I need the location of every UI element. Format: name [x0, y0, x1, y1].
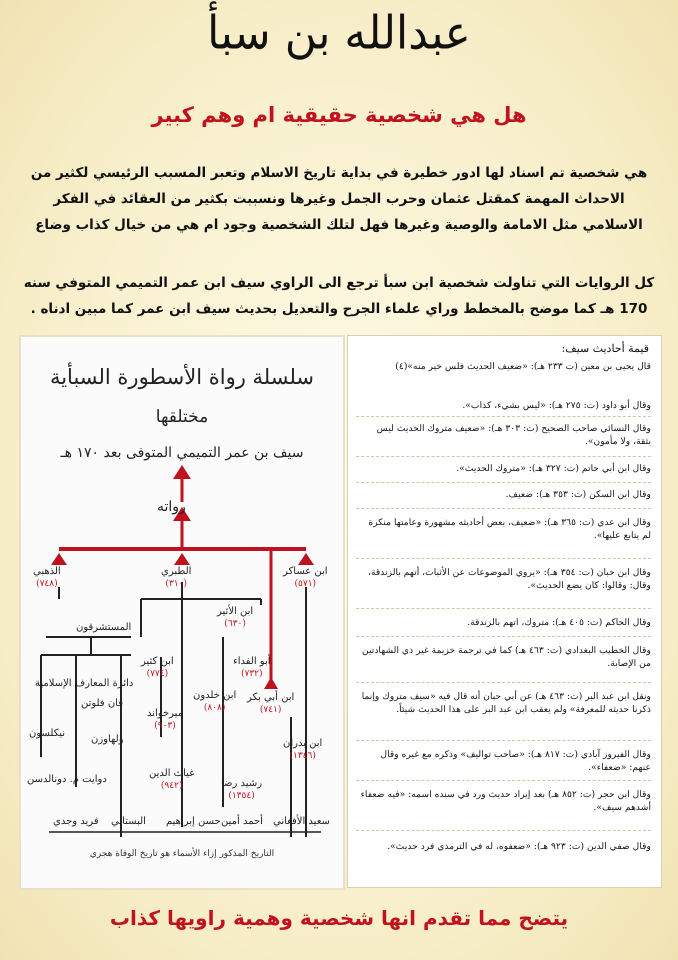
divider	[356, 508, 651, 509]
divider	[356, 558, 651, 559]
divider	[356, 636, 651, 637]
node-abu-al-fida: أبو الفداء (٧٣٢)	[233, 656, 271, 679]
ratings-panel	[347, 335, 662, 888]
divider	[356, 780, 651, 781]
tree-origin: سيف بن عمر التميمي المتوفى بعد ١٧٠ هـ	[60, 445, 304, 461]
node-fan-floten: فان فلوتن	[81, 698, 124, 709]
rating-entry: وقال أبو داود (ت: ٢٧٥ هـ): «ليس بشيء، كذاب».	[462, 400, 651, 411]
rating-entry: وقال صفي الدين (ت: ٩٢٣ هـ): «ضعفوه، له في الترمذي فرد حديث».	[387, 841, 651, 852]
node-ibn-abi-bakr: ابن أبي بكر (٧٤١)	[247, 692, 295, 715]
node-bustani: البستاني	[111, 816, 146, 827]
narrator-note: كل الروايات التي تناولت شخصية ابن سبأ ترجع الى الراوي سيف ابن عمر التميمي المتوفي سنه 170 هـ كما موضح بالمخطط وراي علماء الجرح والتعديل بحديث سيف ابن عمر كما مبين ادناه .	[23, 275, 655, 317]
node-ibn-athir: ابن الأثير (٦٣٠)	[217, 606, 254, 629]
node-wellhausen: ولهاوزن	[91, 734, 124, 745]
divider	[356, 682, 651, 683]
node-rashid: رشيد رضا (١٣٥٤)	[221, 778, 263, 801]
node-ibn-badran: ابن بدران (١٣٤٦)	[283, 738, 323, 761]
node-donaldson: دوايت م. دونالدسن	[27, 774, 107, 785]
intro-paragraph: هي شخصية تم اسناد لها ادور خطيرة في بداية تاريخ الاسلام وتعبر المسبب الرئيسي لكثير من الاحداث المهمة كمقتل عثمان وحرب الجمل وغيرها ونسببت بكثير من العقائد في الفكر الاسلامي مثل الامامة والوصية وغيرها فهل لتلك الشخصية وجود ام هي من خيال كذاب وضاع	[30, 165, 648, 233]
rating-entry: وقال الخطيب البغدادي (ت: ٤٦٣ هـ) كما في ترجمة خزيمة غير ذي الشهادتين من الإصابة.	[362, 645, 651, 669]
narrators-label: رواته	[157, 499, 186, 515]
rating-entry: وقال الحاكم (ت: ٤٠٥ هـ): متروك، اتهم بالزندقة.	[467, 617, 651, 628]
rating-entry: وقال ابن أبي حاتم (ت: ٣٢٧ هـ): «متروك الحديث».	[456, 463, 651, 474]
narrator-tree-panel	[19, 335, 345, 890]
node-ibn-khaldun: ابن خلدون (٨٠٨)	[193, 690, 237, 713]
node-ghiyath: غياث الدين (٩٤٢)	[149, 768, 195, 791]
node-dhahabi: الذهبي (٧٤٨)	[33, 566, 61, 589]
tree-footer: التاريخ المذكور إزاء الأسماء هو تاريخ الوفاة هجري	[89, 849, 275, 859]
node-dairat: دائرة المعارف الإسلامية	[35, 678, 134, 689]
node-farid: فريد وجدي	[53, 816, 99, 827]
rating-entry: وقال الفيروز آبادي (ت: ٨١٧ هـ): «صاحب تواليف» وذكره مع غيره وقال عنهم: «ضعفاء».	[380, 749, 651, 773]
node-hasan: حسن إبراهيم	[166, 816, 221, 827]
divider	[356, 482, 651, 483]
node-mirkhwand: ميرخواند (٩٠٣)	[147, 708, 184, 731]
node-ibn-asakir: ابن عساكر (٥٧١)	[283, 566, 328, 589]
node-saeed: سعيد الأفغاني	[273, 816, 330, 827]
node-tabari: الطبري (٣١٠)	[161, 566, 192, 589]
rating-entry: وقال ابن حجر (ت: ٨٥٢ هـ) بعد إيراد حديث ورد في سنده اسمه: «فيه ضعفاء أشدهم سيف».	[360, 789, 651, 813]
rating-entry: وقال النسائي صاحب الصحيح (ت: ٣٠٣ هـ): «ضعيف متروك الحديث ليس بثقة، ولا مأمون».	[376, 423, 651, 447]
conclusion-text: يتضح مما تقدم انها شخصية وهمية راويها كذاب	[109, 906, 569, 930]
node-ibn-kathir: ابن كثير (٧٧٤)	[141, 656, 174, 679]
ratings-title: قيمة أحاديث سيف:	[561, 342, 649, 355]
node-nicholson: نيكلسون	[29, 728, 66, 739]
divider	[356, 456, 651, 457]
rating-entry: ونقل ابن عبد البر (ت: ٤٦٣ هـ) عن أبي حبان أنه قال فيه «سيف متروك وإنما ذكرنا حديثه للمعرفة» ولم يعقب ابن عبد البر على هذا الحديث شيئاً.	[361, 691, 651, 715]
divider	[356, 416, 651, 417]
node-orientalists: المستشرقون	[76, 622, 132, 633]
tree-title: سلسلة رواة الأسطورة السبأية	[49, 365, 315, 389]
divider	[356, 608, 651, 609]
rating-entry: وقال ابن عدي (ت: ٣٦٥ هـ): «ضعيف، بعض أحاديثه مشهورة وعامتها منكرة لم يتابع عليها».	[368, 517, 651, 541]
divider	[356, 740, 651, 741]
node-ahmad-amin: أحمد أمين	[221, 816, 263, 827]
rating-entry: وقال ابن حبان (ت: ٣٥٤ هـ): «يروي الموضوعات عن الأثبات، أتهم بالزندقة، وقال: وقالوا: كان يضع الحديث».	[367, 567, 651, 591]
rating-entry: وقال ابن السكن (ت: ٣٥٣ هـ): ضعيف.	[505, 489, 651, 500]
tree-subtitle: مختلقها	[155, 407, 209, 427]
page-subtitle: هل هي شخصية حقيقية ام وهم كبير	[151, 103, 527, 127]
rating-entry: قال يحيى بن معين (ت ٢٣٣ هـ): «ضعيف الحديث فلس خير منه»(٤)	[395, 361, 651, 372]
calligraphy-title: عبدالله بن سبأ	[207, 6, 471, 61]
divider	[356, 830, 651, 831]
